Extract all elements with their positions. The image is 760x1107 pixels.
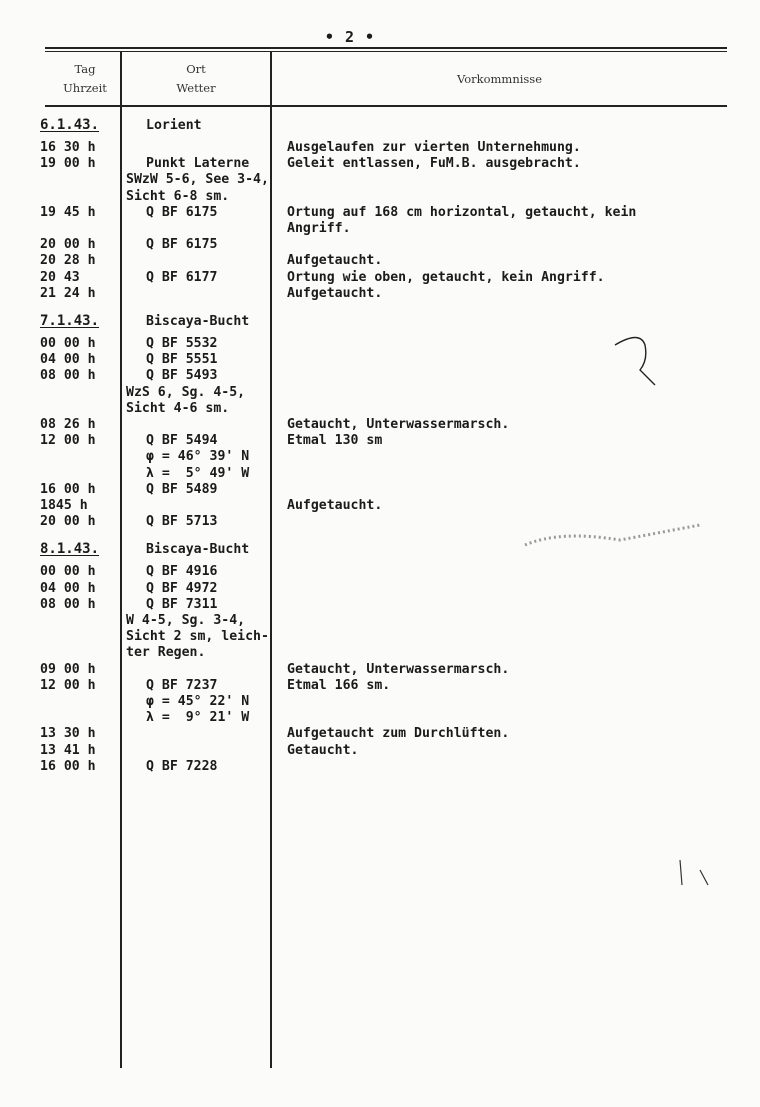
header-weather: Wetter	[176, 81, 216, 95]
log-time: 13 41 h	[40, 742, 96, 758]
log-event: Etmal 166 sm.	[287, 677, 391, 693]
log-place: φ = 45° 22' N	[146, 694, 250, 709]
column-divider-2	[270, 52, 272, 1068]
header-time: Uhrzeit	[63, 81, 107, 95]
top-rule-2	[45, 51, 727, 52]
log-time: 12 00 h	[40, 433, 96, 449]
log-place: Q BF 5532	[146, 336, 218, 351]
log-time: 20 43	[40, 269, 80, 285]
header-place: Ort	[186, 62, 206, 76]
log-place: Q BF 5489	[146, 481, 218, 497]
log-time: 1845 h	[40, 498, 88, 513]
log-event: Aufgetaucht.	[287, 285, 383, 301]
log-event: Getaucht, Unterwassermarsch.	[287, 661, 510, 677]
log-place: Q BF 5713	[146, 514, 218, 530]
log-place: Q BF 7228	[146, 758, 218, 774]
log-place: λ = 5° 49' W	[146, 465, 250, 481]
log-place: WzS 6, Sg. 4-5,	[126, 384, 246, 400]
log-time: 19 00 h	[40, 156, 96, 172]
log-time: 19 45 h	[40, 204, 96, 220]
log-place: φ = 46° 39' N	[146, 449, 250, 465]
log-place: Sicht 6-8 sm.	[126, 188, 230, 204]
log-event: Ortung wie oben, getaucht, kein Angriff.	[287, 269, 605, 285]
log-event: Getaucht, Unterwassermarsch.	[287, 417, 510, 432]
header-place-weather	[122, 60, 270, 98]
header-rule	[45, 105, 727, 107]
log-time: 16 00 h	[40, 481, 96, 497]
log-place: Q BF 6177	[146, 269, 218, 285]
log-event: Angriff.	[287, 221, 351, 236]
log-place: ter Regen.	[126, 645, 206, 661]
header-day: Tag	[74, 62, 96, 76]
log-event: Aufgetaucht zum Durchlüften.	[287, 726, 510, 742]
log-time: 12 00 h	[40, 677, 96, 693]
log-event: Ausgelaufen zur vierten Unternehmung.	[287, 140, 581, 155]
log-place: Q BF 5551	[146, 352, 218, 368]
log-place: Q BF 5493	[146, 368, 218, 384]
log-place: Q BF 7237	[146, 677, 218, 693]
log-time: 21 24 h	[40, 285, 96, 301]
log-time: 16 00 h	[40, 758, 96, 774]
log-place: λ = 9° 21' W	[146, 710, 250, 726]
log-time: 16 30 h	[40, 140, 96, 155]
log-place: Sicht 4-6 sm.	[126, 400, 230, 416]
log-event: Getaucht.	[287, 742, 359, 758]
log-time: 08 26 h	[40, 417, 96, 432]
log-place: Q BF 6175	[146, 204, 218, 220]
log-time: 20 00 h	[40, 514, 96, 530]
log-event: Aufgetaucht.	[287, 253, 383, 269]
log-time: 04 00 h	[40, 352, 96, 368]
log-time: 20 00 h	[40, 237, 96, 253]
log-event: Etmal 130 sm	[287, 433, 383, 449]
header-day-time	[50, 60, 120, 98]
log-time: 00 00 h	[40, 336, 96, 351]
log-place: Q BF 7311	[146, 596, 218, 612]
log-place: W 4-5, Sg. 3-4,	[126, 613, 246, 628]
log-event: Aufgetaucht.	[287, 498, 383, 513]
header-events: Vorkommnisse	[456, 72, 543, 86]
log-place: Q BF 5494	[146, 433, 218, 449]
log-event: Geleit entlassen, FuM.B. ausgebracht.	[287, 156, 581, 172]
log-place: SWzW 5-6, See 3-4,	[126, 172, 269, 188]
log-place: Biscaya-Bucht	[146, 542, 250, 558]
log-place: Lorient	[146, 118, 202, 133]
log-time: 08 00 h	[40, 596, 96, 612]
log-date: 8.1.43.	[40, 541, 100, 558]
page-number: • 2 •	[324, 28, 376, 46]
log-date: 6.1.43.	[40, 117, 100, 133]
log-place: Sicht 2 sm, leich-	[126, 629, 269, 645]
log-place: Biscaya-Bucht	[146, 314, 250, 329]
log-place: Punkt Laterne	[146, 156, 250, 172]
log-place: Q BF 4916	[146, 564, 218, 580]
log-event: Ortung auf 168 cm horizontal, getaucht, kein	[287, 204, 637, 220]
log-time: 00 00 h	[40, 564, 96, 580]
log-place: Q BF 6175	[146, 237, 218, 253]
log-time: 13 30 h	[40, 726, 96, 742]
log-time: 08 00 h	[40, 368, 96, 384]
log-time: 09 00 h	[40, 661, 96, 677]
top-rule	[45, 47, 727, 49]
log-date: 7.1.43.	[40, 313, 100, 329]
log-place: Q BF 4972	[146, 580, 218, 596]
log-time: 04 00 h	[40, 580, 96, 596]
log-time: 20 28 h	[40, 253, 96, 269]
column-divider-1	[120, 52, 122, 1068]
